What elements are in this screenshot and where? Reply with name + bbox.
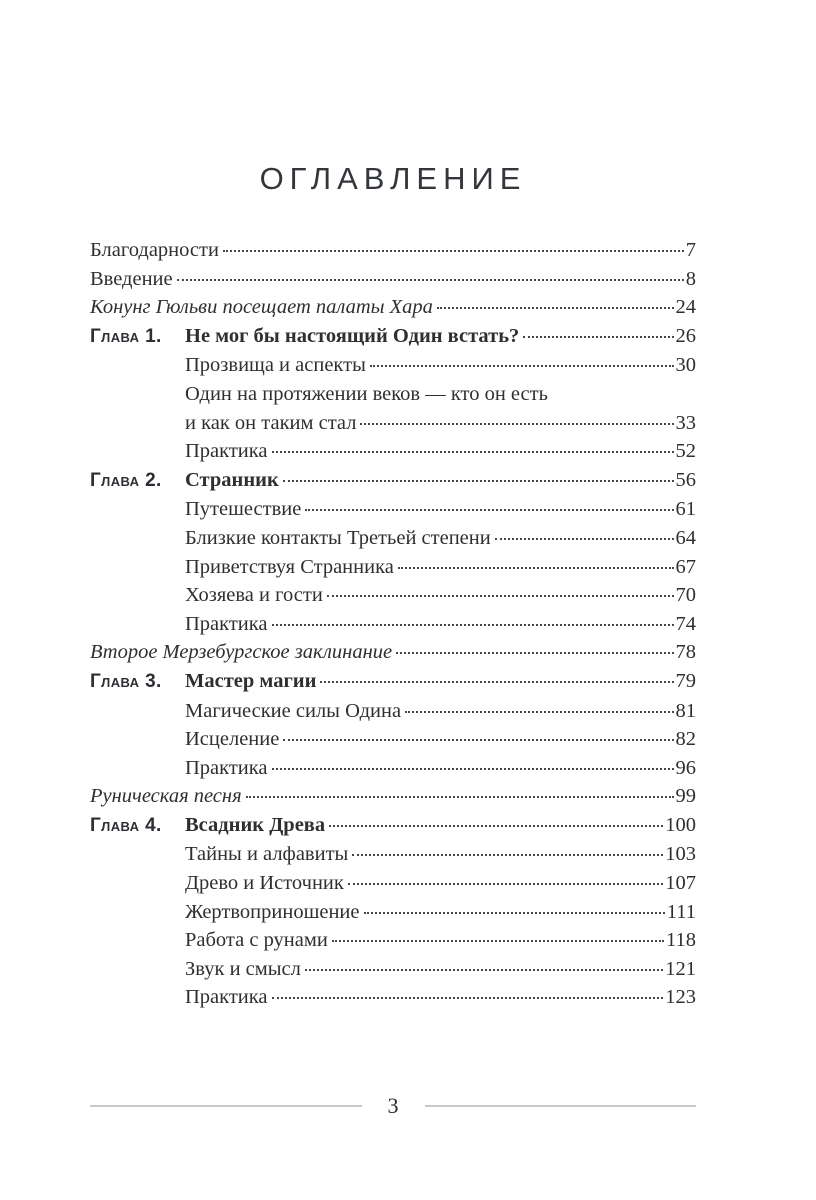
entry-title: Странник: [185, 468, 279, 491]
entry-title: Практика: [185, 986, 268, 1009]
entry-page: 103: [665, 843, 696, 866]
entry-title: Магические силы Одина: [185, 699, 402, 722]
dot-leader: [246, 796, 674, 798]
toc-entry: [90, 667, 696, 697]
dot-leader: [364, 912, 665, 914]
entry-title-continued: и как он таким стал: [185, 411, 357, 434]
entry-title: Древо и Источник: [185, 872, 344, 895]
toc-list: [90, 236, 696, 1012]
dot-leader: [272, 451, 674, 453]
toc-entry: [90, 553, 696, 582]
entry-title: Прозвища и аспекты: [185, 354, 366, 377]
entry-page: 118: [666, 929, 696, 952]
entry-title: Практика: [185, 756, 268, 779]
toc-entry: [90, 955, 696, 984]
toc-entry: [90, 869, 696, 898]
dot-leader: [283, 739, 673, 741]
entry-title: Практика: [185, 612, 268, 635]
entry-page: 107: [665, 872, 696, 895]
dot-leader: [495, 538, 674, 540]
dot-leader: [283, 480, 674, 482]
dot-leader: [437, 307, 674, 309]
dot-leader: [332, 940, 664, 942]
entry-page: 7: [685, 239, 696, 261]
entry-title: Приветствуя Странника: [185, 555, 394, 578]
entry-page: 26: [675, 324, 696, 347]
dot-leader: [405, 711, 673, 713]
toc-entry: [90, 725, 696, 754]
dot-leader: [177, 279, 684, 281]
toc-entry: [90, 437, 696, 466]
entry-page: 82: [675, 728, 696, 751]
toc-entry: [90, 495, 696, 524]
entry-title: Тайны и алфавиты: [185, 843, 349, 866]
entry-page: 121: [665, 957, 696, 980]
entry-title: Путешествие: [185, 498, 302, 521]
dot-leader: [523, 336, 673, 338]
entry-title: Один на протяжении веков — кто он есть: [185, 382, 548, 405]
entry-page: 61: [675, 498, 696, 521]
entry-title: Всадник Древа: [185, 813, 326, 836]
toc-entry: [90, 524, 696, 553]
entry-page: 30: [675, 354, 696, 377]
entry-page: 123: [665, 986, 696, 1009]
chapter-label: Глава 4.: [90, 814, 162, 836]
entry-page: 24: [675, 296, 696, 319]
entry-title: Введение: [90, 267, 173, 290]
dot-leader: [272, 768, 674, 770]
entry-page: 74: [675, 612, 696, 635]
toc-entry: [90, 466, 696, 496]
entry-page: 111: [666, 900, 696, 923]
page-number: 3: [387, 1093, 399, 1118]
entry-title: Конунг Гюльви посещает палаты Хара: [90, 296, 433, 319]
entry-page: 70: [675, 584, 696, 607]
entry-line-1: [185, 380, 696, 409]
entry-title: Практика: [185, 440, 268, 463]
toc-entry: [90, 697, 696, 726]
entry-page: 56: [675, 468, 696, 491]
entry-page: 67: [675, 555, 696, 578]
dot-leader: [370, 365, 674, 367]
dot-leader: [360, 423, 673, 425]
entry-title: Благодарности: [90, 239, 219, 261]
page-title: ОГЛАВЛЕНИЕ: [259, 161, 527, 196]
footer-rule-left: [90, 1105, 362, 1107]
entry-title: Хозяева и гости: [185, 584, 323, 607]
toc-entry: [90, 898, 696, 927]
dot-leader: [320, 681, 673, 683]
toc-entry: [90, 610, 696, 639]
footer-rule-right: [425, 1105, 697, 1107]
toc-entry: [90, 840, 696, 869]
entry-title: Звук и смысл: [185, 957, 301, 980]
entry-title: Исцеление: [185, 728, 280, 751]
toc-entry: [90, 380, 696, 437]
entry-title: Близкие контакты Третьей степени: [185, 526, 491, 549]
entry-page: 64: [675, 526, 696, 549]
entry-title: Второе Мерзебургское заклинание: [90, 641, 393, 664]
dot-leader: [272, 624, 674, 626]
entry-page: 81: [675, 699, 696, 722]
entry-page: 52: [675, 440, 696, 463]
entry-page: 8: [685, 267, 696, 290]
toc-entry: [90, 265, 696, 294]
entry-page: 79: [675, 669, 696, 692]
dot-leader: [305, 509, 673, 511]
toc-entry: [90, 236, 696, 265]
entry-page: 96: [675, 756, 696, 779]
entry-page: 33: [675, 411, 696, 434]
page-content: [90, 0, 696, 1012]
toc-entry: [90, 782, 696, 811]
chapter-label: Глава 3.: [90, 670, 162, 692]
entry-title: Жертвоприношение: [185, 900, 360, 923]
toc-entry: [90, 638, 696, 667]
entry-page: 78: [675, 641, 696, 664]
dot-leader: [398, 567, 674, 569]
entry-line-2: [185, 409, 696, 438]
dot-leader: [272, 997, 664, 999]
page-footer: [90, 1093, 696, 1119]
entry-title: Работа с рунами: [185, 929, 328, 952]
toc-entry: [90, 754, 696, 783]
toc-entry: [90, 351, 696, 380]
dot-leader: [329, 825, 663, 827]
dot-leader: [352, 854, 663, 856]
entry-title: Руническая песня: [90, 785, 242, 808]
toc-entry: [90, 293, 696, 322]
entry-title: Мастер магии: [185, 669, 317, 692]
toc-entry: [90, 811, 696, 841]
entry-page: 99: [675, 785, 696, 808]
dot-leader: [396, 652, 673, 654]
dot-leader: [348, 883, 663, 885]
toc-entry: [90, 581, 696, 610]
entry-title: Не мог бы настоящий Один встать?: [185, 324, 520, 347]
chapter-label: Глава 2.: [90, 469, 162, 491]
dot-leader: [223, 250, 684, 252]
dot-leader: [305, 969, 663, 971]
chapter-label: Глава 1.: [90, 325, 162, 347]
toc-entry: [90, 926, 696, 955]
dot-leader: [327, 595, 674, 597]
toc-entry: [90, 322, 696, 352]
toc-entry: [90, 983, 696, 1012]
entry-page: 100: [665, 813, 696, 836]
